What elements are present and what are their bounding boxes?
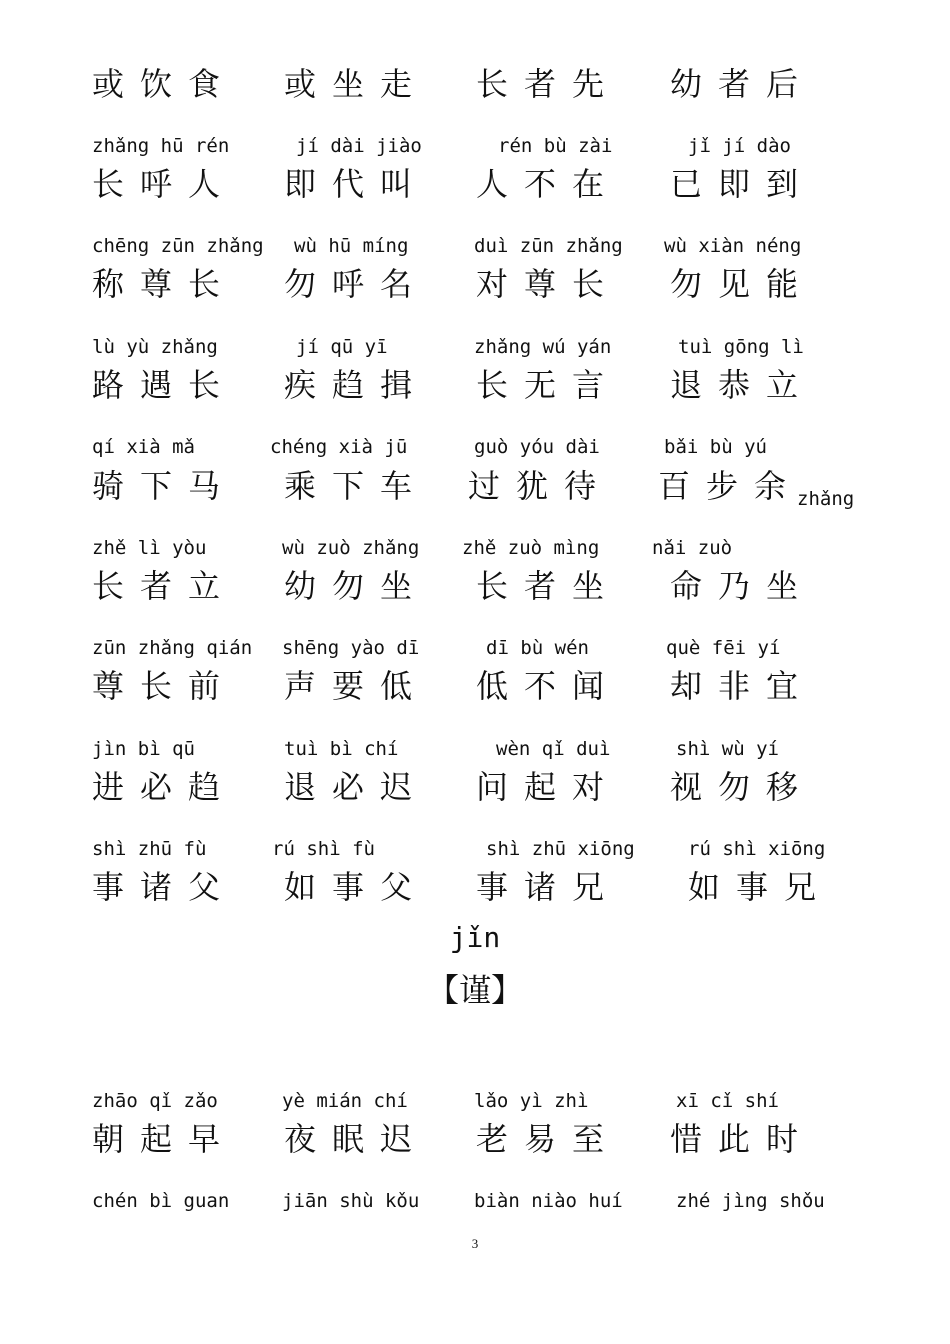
hanzi-phrase: 低 不 闻 xyxy=(476,667,605,705)
verse-row xyxy=(92,867,892,927)
hanzi-phrase: 疾 趋 揖 xyxy=(284,366,413,404)
pinyin-phrase: wù xiàn néng xyxy=(664,235,802,257)
pinyin-phrase: dī bù wén xyxy=(486,637,589,659)
pinyin-row xyxy=(92,335,892,365)
verse-row xyxy=(92,365,892,425)
pinyin-phrase: lù yù zhǎng xyxy=(92,336,218,358)
pinyin-phrase: jí qū yī xyxy=(296,336,388,358)
pinyin-phrase: tuì gōng lì xyxy=(678,336,804,358)
hanzi-phrase: 如 事 兄 xyxy=(688,868,817,906)
pinyin-phrase: zhě lì yòu xyxy=(92,537,207,559)
pinyin-row xyxy=(92,1089,892,1119)
pinyin-phrase: shì wù yí xyxy=(676,738,779,760)
hanzi-phrase: 长 者 坐 xyxy=(476,567,605,605)
hanzi-phrase: 已 即 到 xyxy=(670,165,799,203)
hanzi-phrase: 视 勿 移 xyxy=(670,768,799,806)
pinyin-row xyxy=(92,234,892,264)
hanzi-phrase: 进 必 趋 xyxy=(92,768,221,806)
pinyin-phrase: guò yóu dài xyxy=(474,436,600,458)
stray-pinyin: zhǎng xyxy=(797,488,855,510)
verse-row xyxy=(92,1119,892,1179)
hanzi-phrase: 勿 见 能 xyxy=(670,265,799,303)
pinyin-phrase: shēng yào dī xyxy=(282,637,420,659)
pinyin-phrase: biàn niào huí xyxy=(474,1190,623,1212)
pinyin-phrase: qí xià mǎ xyxy=(92,436,195,458)
hanzi-phrase: 乘 下 车 xyxy=(284,467,413,505)
hanzi-phrase: 事 诸 兄 xyxy=(476,868,605,906)
pinyin-phrase: xī cǐ shí xyxy=(676,1090,779,1112)
hanzi-phrase: 长 呼 人 xyxy=(92,165,221,203)
verse-row xyxy=(92,666,892,726)
pinyin-phrase: shì zhū xiōng xyxy=(486,838,635,860)
pinyin-phrase: jìn bì qū xyxy=(92,738,195,760)
hanzi-phrase: 过 犹 待 xyxy=(468,467,597,505)
pinyin-phrase: jiān shù kǒu xyxy=(282,1190,420,1212)
pinyin-phrase: yè mián chí xyxy=(282,1090,408,1112)
verse-row xyxy=(92,566,892,626)
pinyin-phrase: rén bù zài xyxy=(498,135,613,157)
pinyin-phrase: chēng zūn zhǎng xyxy=(92,235,264,257)
hanzi-phrase: 却 非 宜 xyxy=(670,667,799,705)
hanzi-phrase: 声 要 低 xyxy=(284,667,413,705)
pinyin-phrase: wèn qǐ duì xyxy=(496,738,611,760)
page-number: 3 xyxy=(471,1236,479,1251)
hanzi-phrase: 长 者 先 xyxy=(476,65,605,103)
pinyin-phrase: wù hū míng xyxy=(294,235,409,257)
hanzi-phrase: 即 代 叫 xyxy=(284,165,413,203)
hanzi-phrase: 长 者 立 xyxy=(92,567,221,605)
hanzi-phrase: 夜 眠 迟 xyxy=(284,1120,413,1158)
hanzi-phrase: 百 步 余 xyxy=(658,467,787,505)
hanzi-phrase: 尊 长 前 xyxy=(92,667,221,705)
hanzi-phrase: 事 诸 父 xyxy=(92,868,221,906)
pinyin-phrase: jí dài jiào xyxy=(296,135,422,157)
pinyin-phrase: shì zhū fù xyxy=(92,838,207,860)
verse-row xyxy=(92,767,892,827)
hanzi-phrase: 幼 勿 坐 xyxy=(284,567,413,605)
hanzi-phrase: 人 不 在 xyxy=(476,165,605,203)
pinyin-phrase: zhǎng hū rén xyxy=(92,135,230,157)
pinyin-phrase: nǎi zuò xyxy=(652,537,733,559)
hanzi-phrase: 命 乃 坐 xyxy=(670,567,799,605)
hanzi-phrase: 骑 下 马 xyxy=(92,467,221,505)
pinyin-phrase: bǎi bù yú xyxy=(664,436,767,458)
hanzi-phrase: 退 恭 立 xyxy=(670,366,799,404)
hanzi-phrase: 朝 起 早 xyxy=(92,1120,221,1158)
pinyin-phrase: lǎo yì zhì xyxy=(474,1090,589,1112)
hanzi-phrase: 长 无 言 xyxy=(476,366,605,404)
hanzi-phrase: 退 必 迟 xyxy=(284,768,413,806)
hanzi-phrase: 惜 此 时 xyxy=(670,1120,799,1158)
verse-row xyxy=(92,164,892,224)
pinyin-phrase: zhǎng wú yán xyxy=(474,336,612,358)
pinyin-row xyxy=(92,636,892,666)
hanzi-phrase: 称 尊 长 xyxy=(92,265,221,303)
pinyin-row xyxy=(92,737,892,767)
pinyin-phrase: zhāo qǐ zǎo xyxy=(92,1090,218,1112)
pinyin-row xyxy=(92,1189,892,1219)
pinyin-row xyxy=(92,134,892,164)
pinyin-phrase: zūn zhǎng qián xyxy=(92,637,253,659)
pinyin-row xyxy=(92,435,892,465)
hanzi-phrase: 勿 呼 名 xyxy=(284,265,413,303)
hanzi-phrase: 或 饮 食 xyxy=(92,65,221,103)
pinyin-phrase: zhé jìng shǒu xyxy=(676,1190,825,1212)
pinyin-phrase: chéng xià jū xyxy=(270,436,408,458)
section-title: 【谨】 xyxy=(426,971,523,1009)
hanzi-phrase: 如 事 父 xyxy=(284,868,413,906)
verse-row xyxy=(92,466,892,526)
hanzi-phrase: 问 起 对 xyxy=(476,768,605,806)
pinyin-phrase: zhě zuò mìng xyxy=(462,537,600,559)
section-pinyin: jǐn xyxy=(449,921,501,954)
hanzi-phrase: 老 易 至 xyxy=(476,1120,605,1158)
pinyin-phrase: tuì bì chí xyxy=(284,738,399,760)
pinyin-phrase: jǐ jí dào xyxy=(688,135,791,157)
hanzi-phrase: 路 遇 长 xyxy=(92,366,221,404)
pinyin-row xyxy=(92,536,892,566)
hanzi-phrase: 或 坐 走 xyxy=(284,65,413,103)
pinyin-phrase: wù zuò zhǎng xyxy=(282,537,420,559)
hanzi-phrase: 对 尊 长 xyxy=(476,265,605,303)
pinyin-phrase: què fēi yí xyxy=(666,637,781,659)
pinyin-phrase: chén bì guan xyxy=(92,1190,230,1212)
verse-row xyxy=(92,64,892,124)
pinyin-row xyxy=(92,837,892,867)
hanzi-phrase: 幼 者 后 xyxy=(670,65,799,103)
pinyin-phrase: rú shì xiōng xyxy=(688,838,826,860)
pinyin-phrase: duì zūn zhǎng xyxy=(474,235,623,257)
pinyin-phrase: rú shì fù xyxy=(272,838,375,860)
verse-row xyxy=(92,264,892,324)
